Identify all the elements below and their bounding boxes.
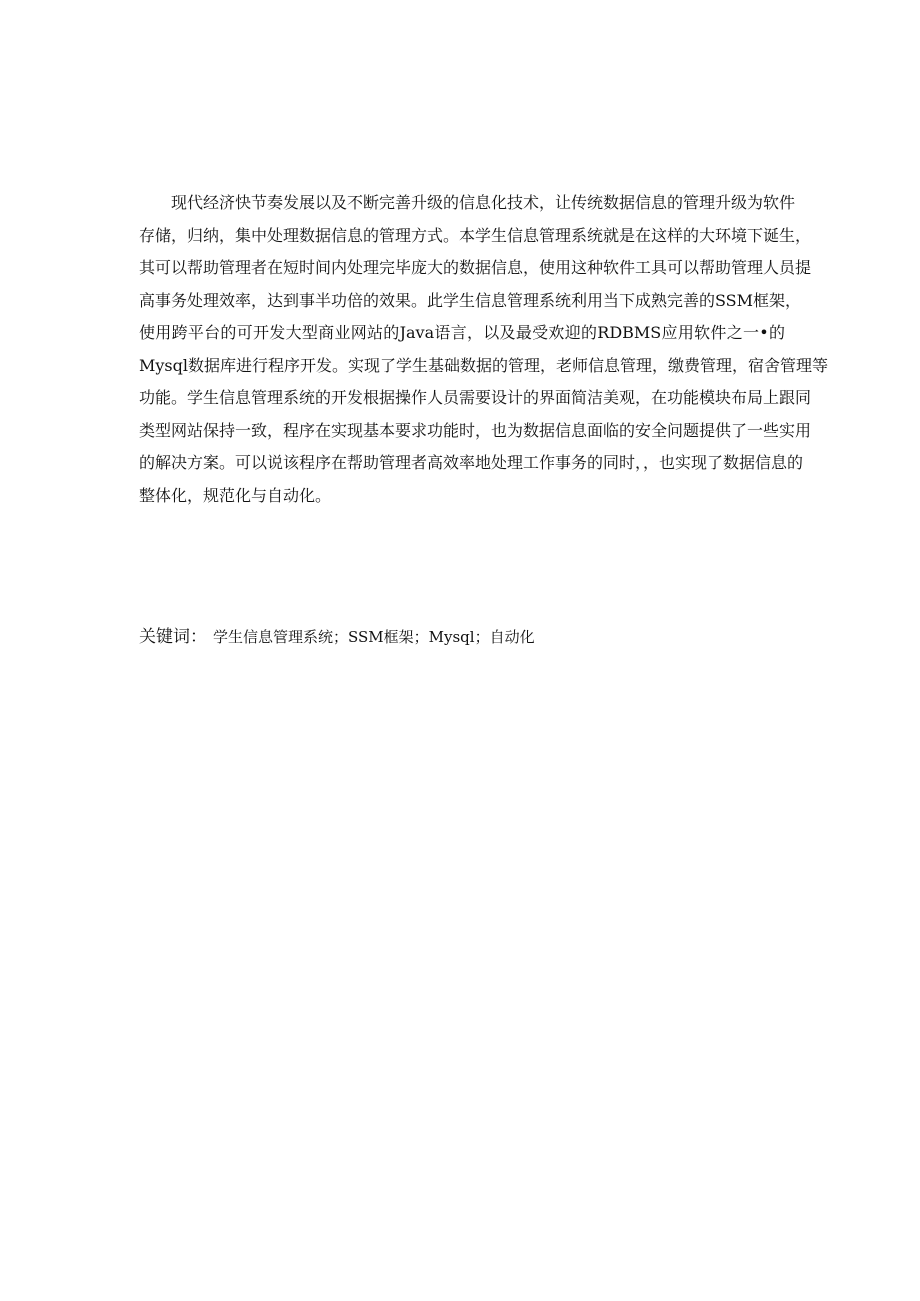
abstract-line-1: 现代经济快节奏发展以及不断完善升级的信息化技术，让传统数据信息的管理升级为软件 [171, 193, 796, 212]
keywords-label: 关键词： [139, 627, 207, 647]
keywords-line [139, 622, 535, 647]
abstract-line-2: 存储，归纳，集中处理数据信息的管理方式。本学生信息管理系统就是在这样的大环境下诞生， [139, 225, 812, 245]
abstract-line-4: 高事务处理效率，达到事半功倍的效果。此学生信息管理系统利用当下成熟完善的SSM框架， [139, 290, 802, 310]
abstract-line-5: 使用跨平台的可开发大型商业网站的Java语言，以及最受欢迎的RDBMS应用软件之一•的 [139, 323, 785, 342]
abstract-body [139, 187, 828, 512]
abstract-line-7: 功能。学生信息管理系统的开发根据操作人员需要设计的界面简洁美观，在功能模块布局上跟同 [139, 388, 812, 407]
abstract-line-3: 其可以帮助管理者在短时间内处理完毕庞大的数据信息，使用这种软件工具可以帮助管理人员提 [139, 258, 812, 277]
abstract-paragraph [139, 187, 828, 512]
abstract-line-8: 类型网站保持一致，程序在实现基本要求功能时，也为数据信息面临的安全问题提供了一些实用 [139, 420, 812, 440]
abstract-line-9: 的解决方案。可以说该程序在帮助管理者高效率地处理工作事务的同时，，也实现了数据信息的 [139, 453, 804, 472]
abstract-line-10: 整体化，规范化与自动化。 [139, 485, 332, 505]
keywords-values: 学生信息管理系统；SSM框架；Mysql；自动化 [213, 628, 535, 646]
abstract-line-6: Mysql数据库进行程序开发。实现了学生基础数据的管理，老师信息管理，缴费管理，宿舍管理等 [139, 355, 828, 375]
